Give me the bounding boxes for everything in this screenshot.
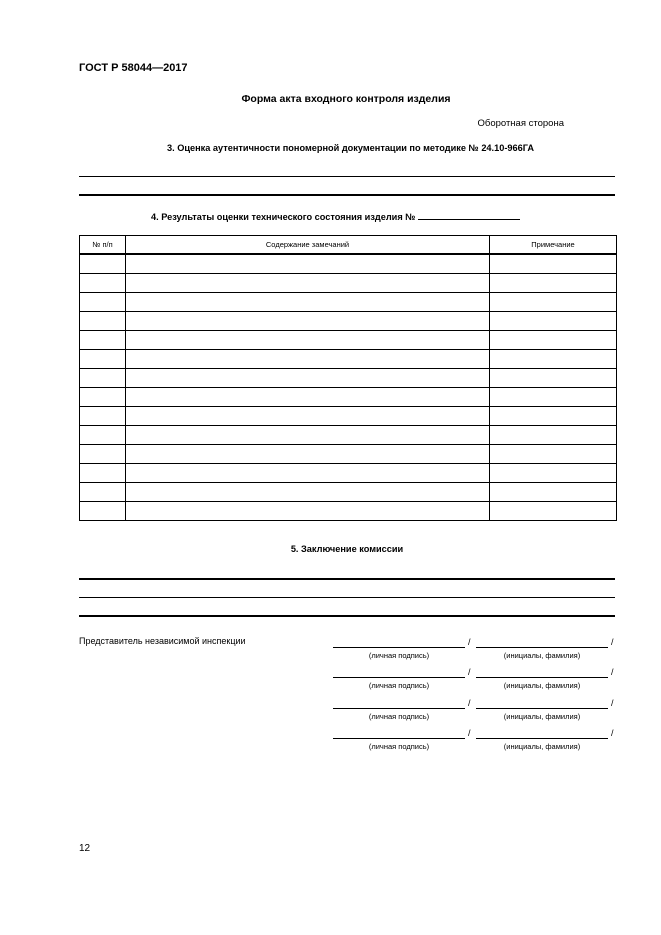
standard-number: ГОСТ Р 58044—2017 <box>79 62 188 74</box>
column-header-number: № п/п <box>80 236 126 255</box>
name-caption: (инициалы, фамилия) <box>503 712 581 721</box>
name-line[interactable] <box>476 738 608 739</box>
cell-remarks[interactable] <box>126 369 490 388</box>
cell-number[interactable] <box>80 254 126 274</box>
cell-number[interactable] <box>80 483 126 502</box>
name-line[interactable] <box>476 708 608 709</box>
cell-number[interactable] <box>80 407 126 426</box>
table-row <box>80 293 617 312</box>
name-caption: (инициалы, фамилия) <box>503 742 581 751</box>
cell-note[interactable] <box>490 445 617 464</box>
cell-note[interactable] <box>490 274 617 293</box>
signature-caption: (личная подпись) <box>368 681 430 690</box>
cell-remarks[interactable] <box>126 464 490 483</box>
cell-remarks[interactable] <box>126 388 490 407</box>
cell-number[interactable] <box>80 464 126 483</box>
section-3-line-2 <box>79 194 615 196</box>
representative-label: Представитель независимой инспекции <box>79 636 246 646</box>
cell-remarks[interactable] <box>126 502 490 521</box>
cell-remarks[interactable] <box>126 407 490 426</box>
separator-slash: / <box>468 698 471 708</box>
signature-line[interactable] <box>333 738 465 739</box>
cell-note[interactable] <box>490 502 617 521</box>
cell-note[interactable] <box>490 369 617 388</box>
cell-number[interactable] <box>80 426 126 445</box>
name-caption: (инициалы, фамилия) <box>503 681 581 690</box>
table-row <box>80 331 617 350</box>
section-3-line-1 <box>79 176 615 177</box>
page-number: 12 <box>79 843 91 854</box>
table-row <box>80 274 617 293</box>
cell-note[interactable] <box>490 312 617 331</box>
cell-note[interactable] <box>490 388 617 407</box>
cell-remarks[interactable] <box>126 350 490 369</box>
cell-remarks[interactable] <box>126 331 490 350</box>
cell-remarks[interactable] <box>126 293 490 312</box>
name-line[interactable] <box>476 647 608 648</box>
separator-slash: / <box>611 698 614 708</box>
signature-line[interactable] <box>333 677 465 678</box>
cell-note[interactable] <box>490 293 617 312</box>
cell-note[interactable] <box>490 483 617 502</box>
name-line[interactable] <box>476 677 608 678</box>
side-label: Оборотная сторона <box>477 118 564 129</box>
cell-remarks[interactable] <box>126 274 490 293</box>
section-5-line-1 <box>79 578 615 580</box>
cell-number[interactable] <box>80 388 126 407</box>
cell-remarks[interactable] <box>126 426 490 445</box>
cell-note[interactable] <box>490 254 617 274</box>
cell-number[interactable] <box>80 369 126 388</box>
cell-note[interactable] <box>490 426 617 445</box>
section-3-title: 3. Оценка аутентичности пономерной документации по методике № 24.10-966ГА <box>167 143 534 153</box>
separator-slash: / <box>468 667 471 677</box>
cell-note[interactable] <box>490 350 617 369</box>
item-number-blank[interactable] <box>418 210 520 220</box>
separator-slash: / <box>611 637 614 647</box>
section-5-line-3 <box>79 615 615 617</box>
table-row <box>80 445 617 464</box>
separator-slash: / <box>468 728 471 738</box>
cell-number[interactable] <box>80 350 126 369</box>
signature-caption: (личная подпись) <box>368 651 430 660</box>
section-4-title-text: 4. Результаты оценки технического состояния изделия № <box>151 212 416 222</box>
signature-caption: (личная подпись) <box>368 712 430 721</box>
cell-number[interactable] <box>80 274 126 293</box>
table-row <box>80 502 617 521</box>
section-5-line-2 <box>79 597 615 598</box>
column-header-remarks: Содержание замечаний <box>126 236 490 255</box>
signature-line[interactable] <box>333 647 465 648</box>
signature-line[interactable] <box>333 708 465 709</box>
section-5-title: 5. Заключение комиссии <box>290 544 404 554</box>
table-row <box>80 426 617 445</box>
table-row <box>80 407 617 426</box>
table-header-row <box>80 236 617 255</box>
column-header-note: Примечание <box>490 236 617 255</box>
cell-remarks[interactable] <box>126 312 490 331</box>
cell-note[interactable] <box>490 331 617 350</box>
table-row <box>80 369 617 388</box>
cell-number[interactable] <box>80 445 126 464</box>
cell-remarks[interactable] <box>126 483 490 502</box>
signature-caption: (личная подпись) <box>368 742 430 751</box>
cell-remarks[interactable] <box>126 445 490 464</box>
table-row <box>80 464 617 483</box>
section-4-title <box>151 210 520 222</box>
separator-slash: / <box>611 667 614 677</box>
name-caption: (инициалы, фамилия) <box>503 651 581 660</box>
form-title: Форма акта входного контроля изделия <box>241 93 451 105</box>
cell-remarks[interactable] <box>126 254 490 274</box>
cell-note[interactable] <box>490 464 617 483</box>
cell-number[interactable] <box>80 502 126 521</box>
cell-number[interactable] <box>80 312 126 331</box>
results-table <box>79 235 617 521</box>
cell-note[interactable] <box>490 407 617 426</box>
cell-number[interactable] <box>80 293 126 312</box>
table-row <box>80 388 617 407</box>
table-row <box>80 350 617 369</box>
table-row <box>80 312 617 331</box>
table-row <box>80 483 617 502</box>
table-row <box>80 254 617 274</box>
separator-slash: / <box>468 637 471 647</box>
separator-slash: / <box>611 728 614 738</box>
cell-number[interactable] <box>80 331 126 350</box>
